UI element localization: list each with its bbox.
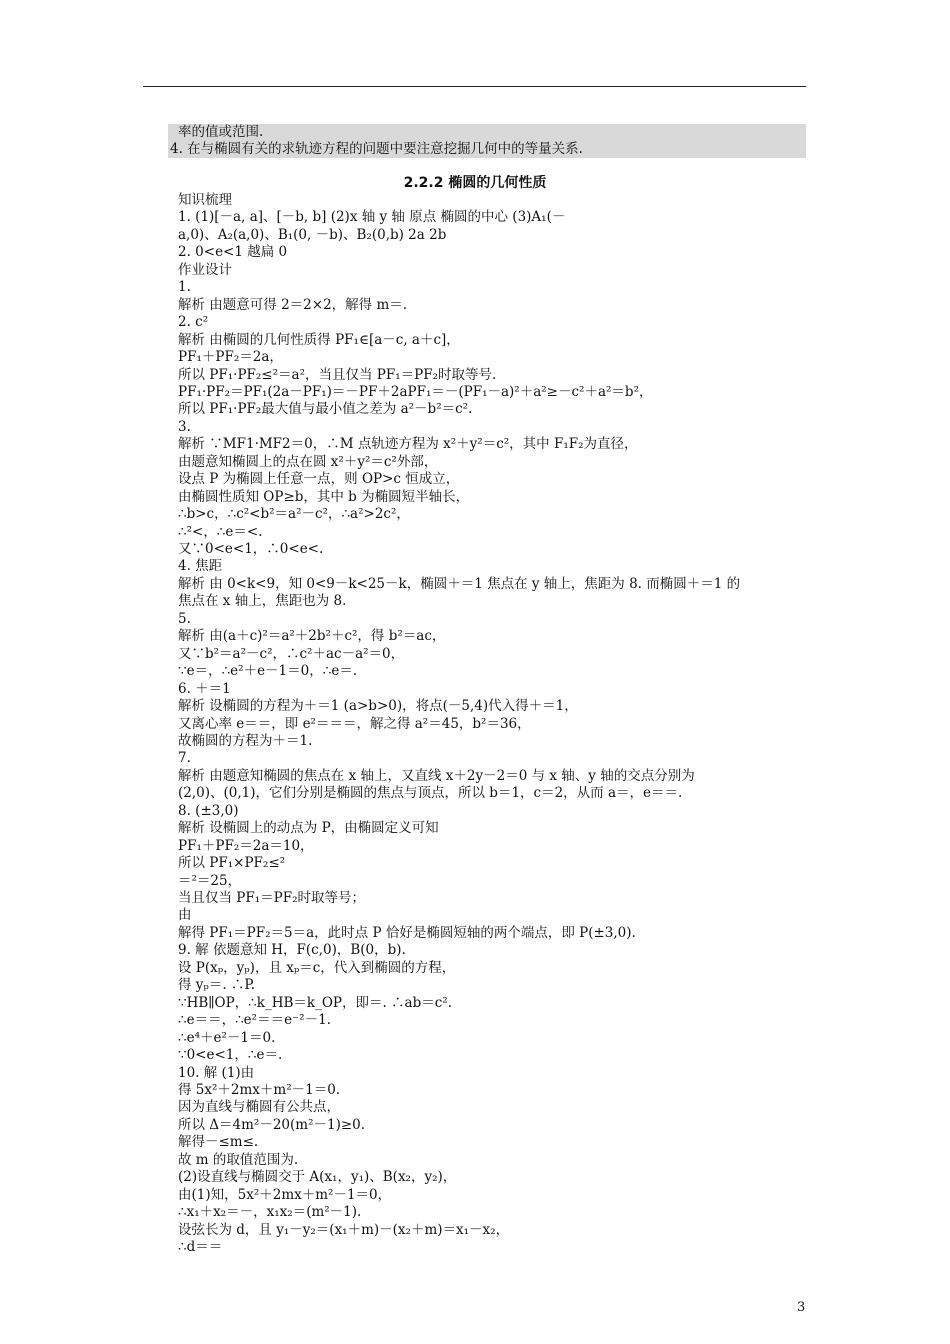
text-line: 设点 P 为椭圆上任意一点，则 OP>c 恒成立， [178, 471, 460, 488]
text-line: 因为直线与椭圆有公共点， [178, 1099, 340, 1116]
text-line: 得 yₚ＝. ∴P. [178, 977, 256, 994]
text-line: 由(1)知，5x²＋2mx＋m²－1＝0， [178, 1186, 392, 1203]
text-line: ∵0<e<1，∴e＝. [178, 1047, 283, 1064]
text-line: 设 P(xₚ，yₚ)，且 xₚ＝c，代入到椭圆的方程， [178, 959, 456, 976]
text-line: 又离心率 e＝＝，即 e²＝＝＝，解之得 a²＝45，b²＝36， [178, 715, 531, 732]
text-line: 5. [178, 610, 191, 627]
text-line: ∴e⁴＋e²－1＝0. [178, 1029, 276, 1046]
text-line: 解析 由 0<k<9，知 0<9－k<25－k，椭圆＋＝1 焦点在 y 轴上，焦距为 8. 而椭圆＋＝1 的 [178, 575, 741, 592]
text-line: 所以 PF₁×PF₂≤² [178, 855, 286, 872]
text-line: ∴x₁＋x₂＝－，x₁x₂＝(m²－1). [178, 1204, 362, 1221]
text-line: (2)设直线与椭圆交于 A(x₁，y₁)、B(x₂，y₂)， [178, 1169, 457, 1186]
text-line: 2. c² [178, 314, 209, 331]
text-line: 由椭圆性质知 OP≥b，其中 b 为椭圆短半轴长， [178, 488, 470, 505]
text-line: 焦点在 x 轴上，焦距也为 8. [178, 593, 347, 610]
text-line: PF₁·PF₂＝PF₁(2a－PF₁)＝－PF＋2aPF₁＝－(PF₁－a)²＋a²≥－c²＋a²＝b²， [178, 383, 653, 400]
text-line: PF₁＋PF₂＝2a＝10， [178, 837, 314, 854]
text-line: 解析 由题意知椭圆的焦点在 x 轴上，又直线 x＋2y－2＝0 与 x 轴、y 轴的交点分别为 [178, 767, 695, 784]
text-line: 故 m 的取值范围为. [178, 1151, 299, 1168]
text-line: ∴d＝＝ [178, 1239, 223, 1255]
text-line: 解析 设椭圆的方程为＋＝1 (a>b>0)，将点(－5,4)代入得＋＝1， [178, 698, 578, 715]
header-line: 4. 在与椭圆有关的求轨迹方程的问题中要注意挖掘几何中的等量关系. [170, 141, 583, 157]
section-title: 2.2.2 椭圆的几何性质 [403, 175, 547, 191]
text-line: 当且仅当 PF₁＝PF₂时取等号； [178, 890, 366, 906]
text-line: 8. (±3,0) [178, 802, 239, 819]
text-line: ∵e＝，∴e²＋e－1＝0，∴e＝. [178, 663, 358, 680]
text-line: a,0)、A₂(a,0)、B₁(0, －b)、B₂(0,b) 2a 2b [178, 226, 447, 243]
text-line: 解得－≤m≤. [178, 1134, 259, 1151]
text-line: 所以 PF₁·PF₂最大值与最小值之差为 a²－b²＝c². [178, 401, 473, 418]
text-line: 1. [178, 279, 191, 296]
text-line: 9. 解 依题意知 H，F(c,0)，B(0，b). [178, 942, 406, 959]
text-line: 又∵b²＝a²－c²，∴c²＋ac－a²＝0， [178, 645, 405, 662]
text-line: 1. (1)[－a, a]、[－b, b] (2)x 轴 y 轴 原点 椭圆的中心 (3)A₁(－ [178, 209, 566, 226]
text-line: 2. 0<e<1 越扁 0 [178, 244, 288, 261]
text-line: 作业设计 [178, 261, 232, 278]
text-line: ＝²＝25， [178, 872, 242, 889]
text-line: (2,0)、(0,1)，它们分别是椭圆的焦点与顶点，所以 b＝1，c＝2，从而 a＝，e＝＝. [178, 785, 683, 802]
text-line: 10. 解 (1)由 [178, 1064, 255, 1081]
text-line: PF₁＋PF₂＝2a， [178, 349, 283, 366]
text-line: 又∵0<e<1，∴0<e<. [178, 541, 324, 557]
text-line: 解析 由题意可得 2＝2×2，解得 m＝. [178, 296, 408, 313]
text-line: 知识梳理 [178, 192, 232, 208]
text-line: 6. ＋＝1 [178, 680, 231, 697]
text-line: 3. [178, 418, 191, 435]
text-line: 解析 ∵MF1·MF2＝0，∴M 点轨迹方程为 x²＋y²＝c²，其中 F₁F₂为直径， [178, 436, 638, 453]
page-number: 3 [797, 1300, 806, 1315]
text-line: 7. [178, 750, 191, 767]
text-line: 设弦长为 d，且 y₁－y₂＝(x₁＋m)－(x₂＋m)＝x₁－x₂， [178, 1221, 510, 1238]
text-line: ∴²<，∴e＝<. [178, 523, 263, 540]
text-line: 所以 Δ＝4m²－20(m²－1)≥0. [178, 1116, 366, 1133]
text-line: 故椭圆的方程为＋＝1. [178, 732, 313, 749]
text-line: 4. 焦距 [178, 558, 223, 575]
text-line: 解析 由椭圆的几何性质得 PF₁∈[a－c, a＋c]， [178, 331, 460, 348]
text-line: 由 [178, 907, 192, 924]
text-line: ∵HB∥OP，∴k_HB＝k_OP，即＝. ∴ab＝c². [178, 994, 453, 1011]
text-line: 所以 PF₁·PF₂≤²＝a²，当且仅当 PF₁＝PF₂时取等号. [178, 366, 497, 383]
text-line: 由题意知椭圆上的点在圆 x²＋y²＝c²外部， [178, 453, 438, 470]
text-line: ∴b>c，∴c²<b²＝a²－c²，∴a²>2c²， [178, 506, 410, 523]
text-line: ∴e＝＝，∴e²＝＝e⁻²－1. [178, 1012, 331, 1029]
text-line: 得 5x²＋2mx＋m²－1＝0. [178, 1081, 341, 1098]
text-line: 解析 设椭圆上的动点为 P，由椭圆定义可知 [178, 820, 439, 837]
header-rule [143, 86, 806, 87]
header-line: 率的值或范围. [178, 124, 264, 140]
text-line: 解析 由(a＋c)²＝a²＋2b²＋c²，得 b²＝ac， [178, 628, 446, 645]
text-line: 解得 PF₁＝PF₂＝5＝a，此时点 P 恰好是椭圆短轴的两个端点，即 P(±3,0). [178, 924, 636, 941]
